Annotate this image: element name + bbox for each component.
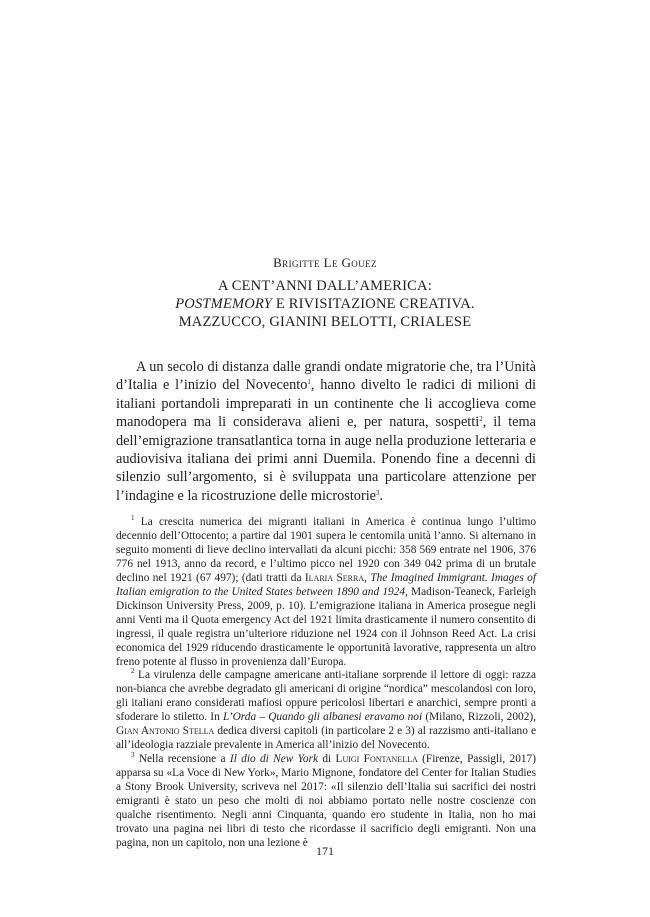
footnote-text: La crescita numerica dei migranti italiani in America è continua lungo l’ultimo decennio dell’Ottocento; a partire dal 1901 supera le centomila unità l’anno. Si alternano in seguito momenti di lieve declino intervallati da alcuni picchi: 358 569 entrate nel 1906, 376 776 nel 1913, anno da record, e l’ultimo picco nel 1920 con 349 042 prima di un brutale declino nel 1921 (67 497); (dati tratti da: [116, 516, 536, 584]
abstract-text: .: [379, 487, 384, 504]
abstract-text: , hanno divelto le radici di milioni di italiani portandoli impreparati in un continente che li accoglieva come manodopera ma li considerava alieni e, per natura, sospetti: [116, 377, 536, 431]
cited-author: Ilaria Serra: [304, 571, 365, 584]
footnote-1: [116, 516, 536, 669]
title-line-2-rest: E RIVISITAZIONE CREATIVA.: [272, 296, 475, 312]
footnote-text: Madison-Teaneck, Farleigh Dickinson University Press, 2009, p. 10). L’emigrazione italiana in America prosegue negli anni Venti ma il Quota emergency Act del 1921 limita drasticamente il numero consentito di ingressi, il quale registra un’ulteriore riduzione nel 1924 con il Johnson Reed Act. La crisi economica del 1929 riducendo drasticamente le opportunità lavorative, rappresenta un altro freno potente al flusso in provenienza dall’Europa.: [116, 585, 536, 668]
page-number: 171: [316, 844, 334, 858]
cited-work-title: L’Orda – Quando gli albanesi eravamo noi: [222, 711, 423, 724]
title-line-3: MAZZUCCO, GIANINI BELOTTI, CRIALESE: [178, 314, 472, 330]
title-italic-term: POSTMEMORY: [175, 296, 273, 312]
abstract-paragraph: [116, 358, 536, 505]
footnote-2: [116, 669, 536, 753]
footnote-number: 3: [131, 751, 135, 760]
footnote-number: 1: [131, 514, 135, 522]
footnote-text: di: [318, 753, 336, 766]
footnote-text: (Firenze, Passigli, 2017) apparsa su «La Voce di New York», Mario Mignone, fondatore del Center for Italian Studies a Stony Brook University, scriveva nel 2017: «Il silenzio dell’Italia sui sacrifici dei nostri emigranti è stato un peso che molti di noi abbiamo portato nelle nostre coscienze con qualche risentimento. Negli anni Cinquanta, quando ero studente in Italia, non ho mai trovato una pagina nei libri di testo che ricordasse il sacrificio degli emigranti. Non una pagina, non un capitolo, non una lezione è: [116, 753, 536, 849]
footnote-text: (Milano, Rizzoli, 2002),: [422, 711, 536, 724]
title-line-1: A CENT’ANNI DALL’AMERICA:: [218, 278, 432, 294]
footnote-text: ,: [364, 571, 371, 584]
footnote-3: [116, 753, 536, 851]
cited-author: Gian Antonio Stella: [116, 725, 215, 738]
footnote-ref: 2: [479, 415, 483, 424]
abstract-text: , il tema dell’emigrazione transatlantica torna in auge nella produzione letteraria e audiovisiva italiana dei primi anni Duemila. Ponendo fine a decenni di silenzio sull’argomento, si è sviluppata una particolare attenzione per l’indagine e la ricostruzione delle microstorie: [116, 414, 536, 504]
abstract-text: A un secolo di distanza dalle grandi ondate migratorie che, tra l’Unità d’Italia e l’inizio del Novecento: [116, 359, 536, 394]
cited-work-title: The Imagined Immigrant. Images of Italian emigration to the United States between 1890 and 1924,: [116, 571, 537, 598]
footnotes-section: [116, 516, 536, 851]
cited-author: Luigi Fontanella: [335, 753, 418, 766]
footnote-ref: 1: [307, 378, 311, 387]
footnote-text: dedica diversi capitoli (in particolare 2 e 3) al razzismo anti-italiano e all’ideologia razziale prevalente in America all’inizio del Novecento.: [116, 725, 536, 752]
title-line-2: [0, 295, 650, 313]
footnote-number: 2: [131, 667, 135, 676]
cited-work-title: Il dio di New York: [229, 753, 319, 766]
author-name: Brigitte Le Gouez: [273, 255, 377, 270]
footnote-text: Nella recensione a: [134, 753, 230, 766]
footnote-text: La virulenza delle campagne americane anti-italiane sorprende il lettore di oggi: razza non-bianca che avrebbe degradato gli americani di origine “nordica” mescolandosi con loro, gli italiani erano considerati mafiosi oppure pericolosi libertari e anarchici, sempre pronti a sfoderare lo stiletto. In: [116, 669, 536, 724]
footnote-ref: 3: [376, 488, 380, 497]
article-title: [0, 277, 650, 331]
